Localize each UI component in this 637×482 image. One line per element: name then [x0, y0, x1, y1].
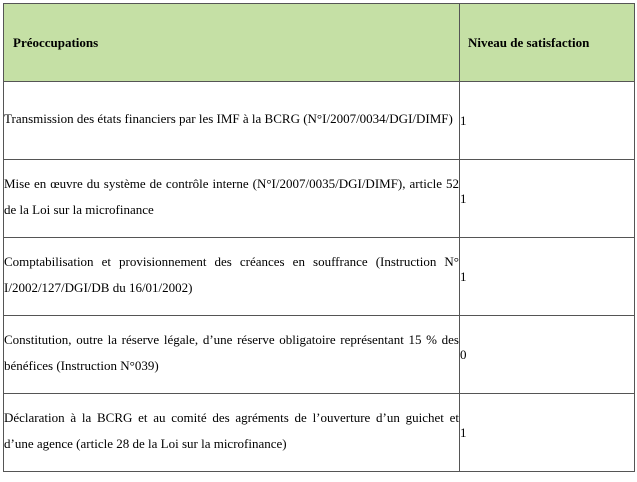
concern-text: Déclaration à la BCRG et au comité des agréments de l’ouverture d’un guichet et d’une agence (article 28 de la Loi sur la microfinance): [4, 409, 459, 451]
concern-text: Constitution, outre la réserve légale, d’une réserve obligatoire représentant 15 % des bénéfices (Instruction N°039): [4, 331, 459, 373]
table-header-row: [4, 4, 635, 82]
concern-cell: [4, 394, 460, 472]
satisfaction-table: [3, 3, 635, 472]
level-cell: [460, 394, 635, 472]
concern-cell: [4, 82, 460, 160]
concern-cell: [4, 238, 460, 316]
concern-text: Transmission des états financiers par les IMF à la BCRG (N°I/2007/0034/DGI/DIMF): [4, 110, 453, 126]
concern-text: Comptabilisation et provisionnement des créances en souffrance (Instruction N° I/2002/127/DGI/DB du 16/01/2002): [4, 253, 459, 295]
header-concerns: Préoccupations: [4, 4, 460, 82]
level-cell: [460, 238, 635, 316]
level-value: 1: [460, 268, 467, 284]
level-cell: [460, 160, 635, 238]
level-cell: [460, 316, 635, 394]
level-value: 1: [460, 424, 467, 440]
table-row: [4, 316, 635, 394]
level-value: 1: [460, 112, 467, 128]
table-row: [4, 238, 635, 316]
concern-cell: [4, 316, 460, 394]
concern-cell: [4, 160, 460, 238]
level-value: 1: [460, 190, 467, 206]
table-row: [4, 394, 635, 472]
header-satisfaction-level: Niveau de satisfaction: [460, 4, 635, 82]
level-cell: [460, 82, 635, 160]
table-row: [4, 82, 635, 160]
table-row: [4, 160, 635, 238]
level-value: 0: [460, 346, 467, 362]
concern-text: Mise en œuvre du système de contrôle interne (N°I/2007/0035/DGI/DIMF), article 52 de la Loi sur la microfinance: [4, 175, 459, 217]
